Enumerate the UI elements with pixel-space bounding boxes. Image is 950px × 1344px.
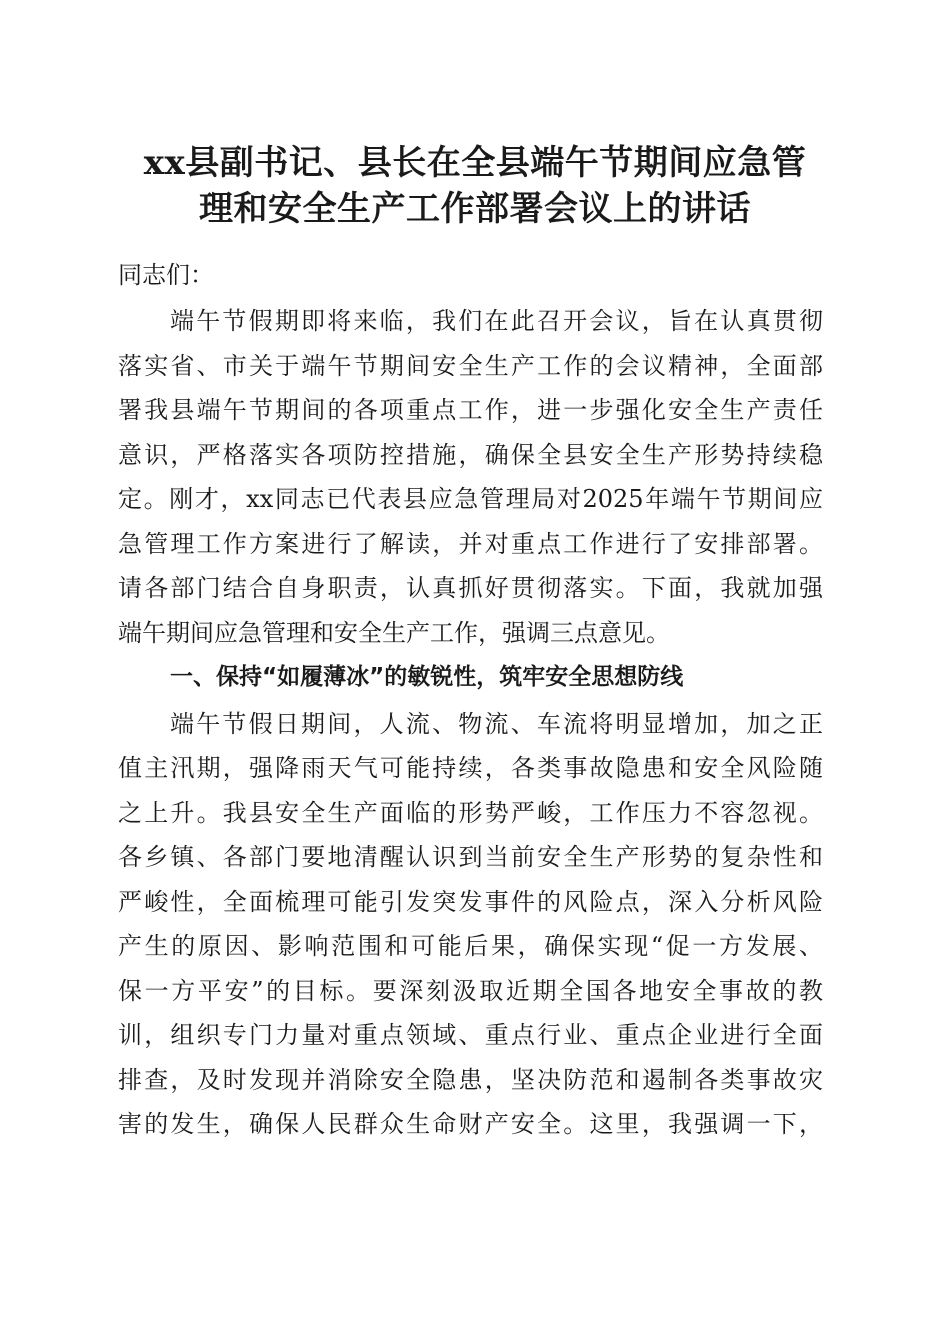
text-line: 排查，及时发现并消除安全隐患，坚决防范和遏制各类事故灾 (118, 1065, 823, 1094)
greeting: 同志们： (118, 261, 214, 289)
text-line: 落实省、市关于端午节期间安全生产工作的会议精神，全面部 (118, 351, 823, 380)
document-body (118, 253, 823, 1147)
text-line: 端午节假期即将来临，我们在此召开会议，旨在认真贯彻 (170, 307, 823, 335)
title-line: xx县副书记、县长在全县端午节期间应急管 (143, 143, 807, 183)
text-line: 之上升。我县安全生产面临的形势严峻，工作压力不容忽视。 (118, 798, 823, 827)
document-title (110, 140, 840, 232)
text-line: 定。刚才，xx同志已代表县应急管理局对2025年端午节期间应 (118, 485, 823, 513)
text-line: 保一方平安”的目标。要深刻汲取近期全国各地安全事故的教 (118, 976, 823, 1005)
text-line: 产生的原因、影响范围和可能后果，确保实现“促一方发展、 (118, 932, 823, 960)
text-line: 严峻性，全面梳理可能引发突发事件的风险点，深入分析风险 (118, 887, 823, 916)
text-line: 端午节假日期间，人流、物流、车流将明显增加，加之正 (170, 709, 823, 738)
paragraph-intro (118, 297, 823, 655)
text-line: 害的发生，确保人民群众生命财产安全。这里，我强调一下， (118, 1110, 823, 1138)
text-line: 值主汛期，强降雨天气可能持续，各类事故隐患和安全风险随 (118, 754, 823, 782)
title-line: 理和安全生产工作部署会议上的讲话 (199, 189, 751, 229)
text-line: 训，组织专门力量对重点领域、重点行业、重点企业进行全面 (118, 1021, 823, 1049)
text-line: 署我县端午节期间的各项重点工作，进一步强化安全生产责任 (118, 396, 823, 424)
paragraph-section-1 (118, 700, 823, 1147)
text-line: 端午期间应急管理和安全生产工作，强调三点意见。 (118, 618, 670, 647)
text-line: 急管理工作方案进行了解读，并对重点工作进行了安排部署。 (118, 529, 823, 558)
text-line: 意识，严格落实各项防控措施，确保全县安全生产形势持续稳 (118, 440, 823, 469)
text-line: 请各部门结合自身职责，认真抓好贯彻落实。下面，我就加强 (118, 574, 823, 602)
text-line: 各乡镇、各部门要地清醒认识到当前安全生产形势的复杂性和 (118, 843, 823, 871)
section-heading-1: 一、保持“如履薄冰”的敏锐性，筑牢安全思想防线 (170, 664, 684, 690)
